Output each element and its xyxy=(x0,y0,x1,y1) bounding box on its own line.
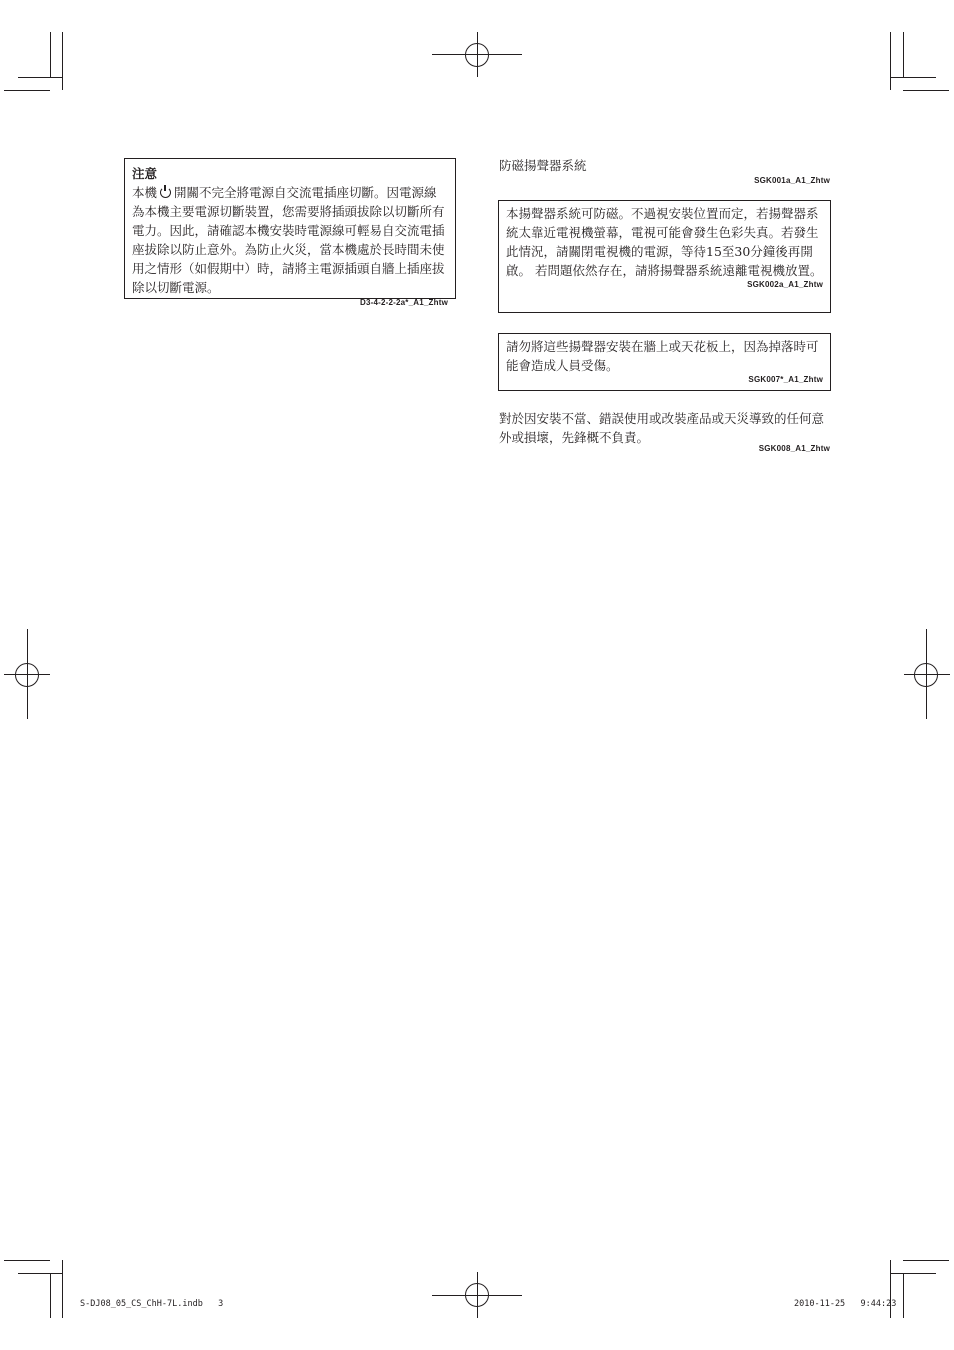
footer-timestamp: 2010-11-25 9:44:23 xyxy=(794,1299,897,1309)
mounting-warning-text: 請勿將這些揚聲器安裝在牆上或天花板上，因為掉落時可能會造成人員受傷。 xyxy=(506,339,819,373)
section-title: 防磁揚聲器系統 xyxy=(499,158,587,173)
magnetic-notice-code: SGK002a_A1_Zhtw xyxy=(747,280,823,289)
disclaimer-code: SGK008_A1_Zhtw xyxy=(758,444,830,453)
section-title-code: SGK001a_A1_Zhtw xyxy=(754,176,830,185)
footer-file: S-DJ08_05_CS_ChH-7L.indb 3 xyxy=(80,1299,224,1309)
magnetic-notice-box xyxy=(498,200,831,313)
mounting-warning-code: SGK007*_A1_Zhtw xyxy=(748,375,823,384)
caution-text-after: 開關不完全將電源自交流電插座切斷。因電源線為本機主要電源切斷裝置，您需要將插頭拔除以切斷所有電力。因此，請確認本機安裝時電源線可輕易自交流電插座拔除以防止意外。為防止火災，當本機處於長時間未使用之情形（如假期中）時，請將主電源插頭自牆上插座拔除以切斷電源。 xyxy=(132,185,445,295)
disclaimer-text: 對於因安裝不當、錯誤使用或改裝產品或天災導致的任何意外或損壞，先鋒概不負責。 xyxy=(499,411,825,445)
caution-box xyxy=(124,158,456,307)
caution-code: D3-4-2-2-2a*_A1_Zhtw xyxy=(359,298,448,307)
power-standby-icon xyxy=(160,187,171,198)
magnetic-notice-text: 本揚聲器系統可防磁。不過視安裝位置而定，若揚聲器系統太靠近電視機螢幕，電視可能會發生色彩失真。若發生此情況，請關閉電視機的電源，等待15至30分鐘後再開啟。 若問題依然存在，請將揚聲器系統遠離電視機放置。 xyxy=(506,206,823,278)
mounting-warning-box xyxy=(498,333,831,391)
caution-text-before: 本機 xyxy=(132,185,158,200)
caution-text xyxy=(132,183,448,297)
caution-heading: 注意 xyxy=(132,166,158,181)
